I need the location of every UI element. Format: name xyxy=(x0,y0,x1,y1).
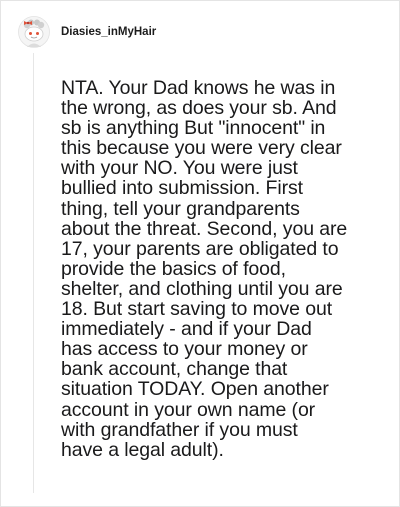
comment-line: have a legal adult). xyxy=(61,438,224,461)
comment-line: has access to your money or xyxy=(61,338,308,361)
user-avatar-icon[interactable] xyxy=(18,16,50,48)
comment-body xyxy=(61,78,381,460)
comment-line: immediately - and if your Dad xyxy=(61,318,312,341)
comment-line: about the threat. Second, you are xyxy=(61,217,348,240)
comment-line: situation TODAY. Open another xyxy=(61,378,329,401)
comment-line: bullied into submission. First xyxy=(61,177,303,200)
comment-line: bank account, change that xyxy=(61,358,288,381)
comment-line: with grandfather if you must xyxy=(61,418,298,441)
comment-line: NTA. Your Dad knows he was in xyxy=(61,77,336,99)
comment-line: 18. But start saving to move out xyxy=(61,298,333,321)
comment-author[interactable]: Diasies_inMyHair xyxy=(61,26,157,38)
comment-line: this because you were very clear xyxy=(61,137,342,160)
comment-line: 17, your parents are obligated to xyxy=(61,237,339,260)
comment-line: account in your own name (or xyxy=(61,398,316,421)
comment-line: provide the basics of food, xyxy=(61,257,286,280)
comment-line: shelter, and clothing until you are xyxy=(61,277,343,300)
comment-line: the wrong, as does your sb. And xyxy=(61,97,337,120)
comment-line: with your NO. You were just xyxy=(61,157,298,180)
thread-line[interactable] xyxy=(33,53,34,493)
comment-line: thing, tell your grandparents xyxy=(61,197,300,220)
comment-line: sb is anything But "innocent" in xyxy=(61,117,326,140)
